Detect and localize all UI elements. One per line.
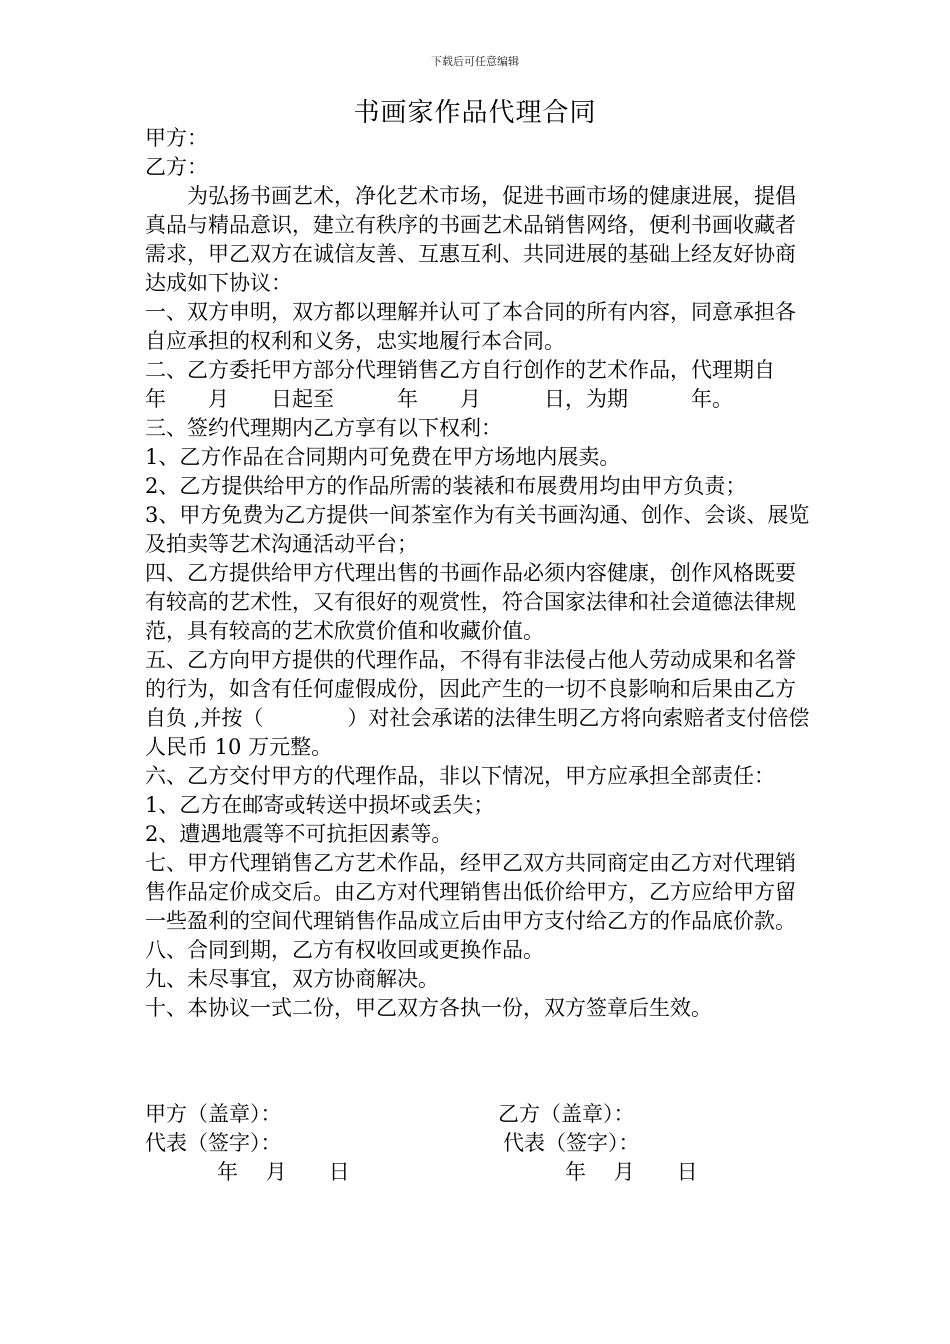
party-b-seal-label: 乙方（盖章）： [498,1102,635,1126]
document-title: 书画家作品代理合同 [353,98,597,128]
clause-8: 八、合同到期，乙方有权收回或更换作品。 [145,938,544,962]
clause-6: 六、乙方交付甲方的代理作品，非以下情况，甲方应承担全部责任： [145,764,775,788]
contract-body [145,124,817,1023]
party-b-line: 乙方： [145,155,208,179]
preamble-paragraph: 为弘扬书画艺术，净化艺术市场，促进书画市场的健康进展，提倡真品与精品意识，建立有秩序的书画艺术品销售网络，便利书画收藏者需求，甲乙双方在诚信友善、互惠互利、共同进展的基础上经友好协商达成如下协议： [145,184,796,295]
clause-3-item-1: 1、乙方作品在合同期内可免费在甲方场地内展卖。 [145,445,621,469]
clause-3: 三、签约代理期内乙方享有以下权利： [145,416,502,440]
header-note: 下载后可任意编辑 [431,55,519,68]
clause-5: 五、乙方向甲方提供的代理作品，不得有非法侵占他人劳动成果和名誉的行为，如含有任何虚假成份，因此产生的一切不良影响和后果由乙方自负 ,并按（ ）对社会承诺的法律生明乙方将向索赔者支付倍偿人民币 10 万元整。 [145,648,810,759]
clause-1: 一、双方申明，双方都以理解并认可了本合同的所有内容，同意承担各自应承担的权利和义务，忠实地履行本合同。 [145,300,796,353]
clause-4: 四、乙方提供给甲方代理出售的书画作品必须内容健康，创作风格既要有较高的艺术性，又有很好的观赏性，符合国家法律和社会道德法律规范，具有较高的艺术欣赏价值和收藏价值。 [145,561,796,643]
clause-10: 十、本协议一式二份，甲乙双方各执一份，双方签章后生效。 [145,996,712,1020]
clause-2: 二、乙方委托甲方部分代理销售乙方自行创作的艺术作品，代理期自 年 月 日起至 年 月 日，为期 年。 [145,358,817,411]
party-b-date: 年 月 日 [565,1160,698,1184]
clause-3-item-2: 2、乙方提供给甲方的作品所需的装裱和布展费用均由甲方负责； [145,474,747,498]
party-a-seal-label: 甲方（盖章）： [145,1102,282,1126]
party-a-line: 甲方： [145,126,208,150]
clause-9: 九、未尽事宜，双方协商解决。 [145,967,439,991]
clause-3-item-3: 3、甲方免费为乙方提供一间茶室作为有关书画沟通、创作、会谈、展览及拍卖等艺术沟通活动平台； [145,503,810,556]
party-b-rep-label: 代表（签字）： [503,1131,640,1155]
party-a-date: 年 月 日 [217,1160,350,1184]
clause-6-item-2: 2、遭遇地震等不可抗拒因素等。 [145,822,453,846]
clause-6-item-1: 1、乙方在邮寄或转送中损坏或丢失； [145,793,495,817]
clause-7: 七、甲方代理销售乙方艺术作品，经甲乙双方共同商定由乙方对代理销售作品定价成交后。由乙方对代理销售出低价给甲方，乙方应给甲方留一些盈利的空间代理销售作品成立后由甲方支付给乙方的作品底价款。 [145,851,796,933]
party-a-rep-label: 代表（签字）： [145,1131,282,1155]
